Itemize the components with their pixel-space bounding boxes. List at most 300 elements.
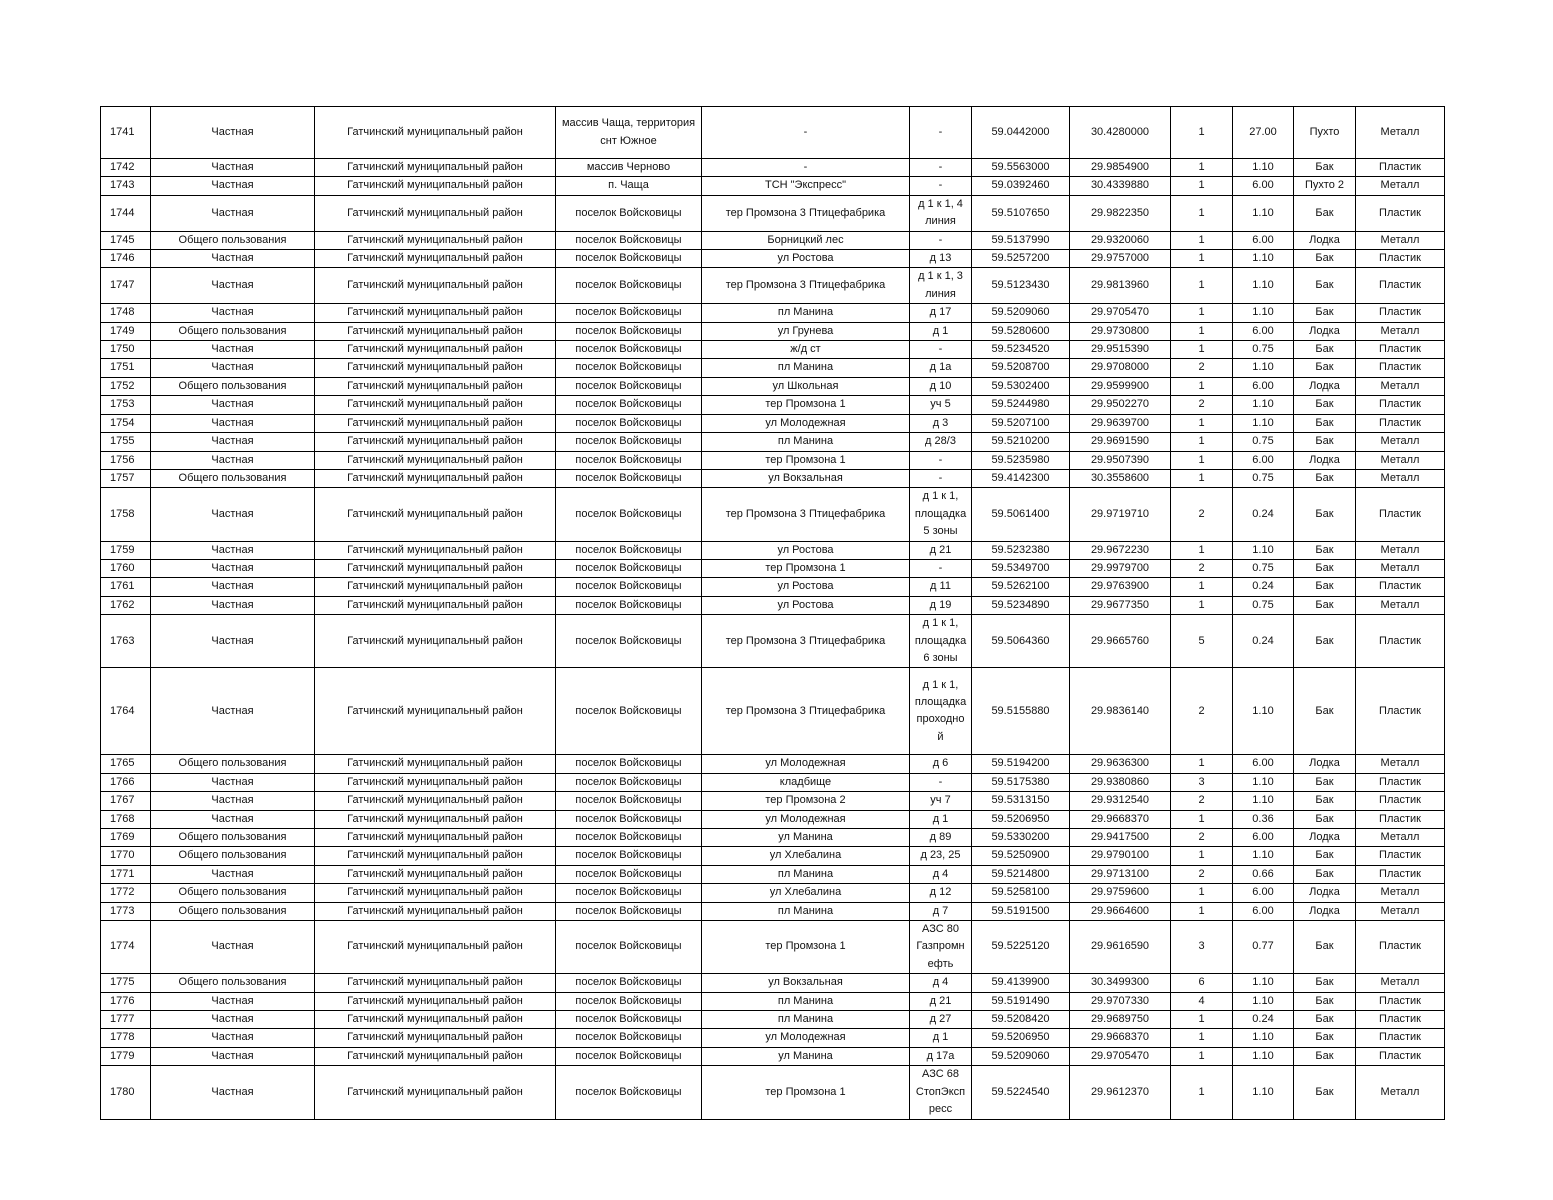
row-number-cell: 1762 xyxy=(101,596,151,614)
settlement-cell: поселок Войсковицы xyxy=(556,884,702,902)
container-type-cell: Бак xyxy=(1294,792,1356,810)
street-cell: Борницкий лес xyxy=(702,231,910,249)
container-count-cell: 5 xyxy=(1171,615,1233,668)
material-cell: Пластик xyxy=(1356,1047,1445,1065)
table-row xyxy=(101,341,1445,359)
row-number-cell: 1742 xyxy=(101,159,151,177)
district-cell: Гатчинский муниципальный район xyxy=(315,304,556,322)
ownership-cell: Общего пользования xyxy=(151,377,315,395)
table-row xyxy=(101,992,1445,1010)
ownership-cell: Общего пользования xyxy=(151,829,315,847)
volume-cell: 6.00 xyxy=(1233,377,1294,395)
volume-cell: 1.10 xyxy=(1233,414,1294,432)
table-row xyxy=(101,668,1445,755)
longitude-cell: 29.9502270 xyxy=(1070,396,1171,414)
row-number-cell: 1754 xyxy=(101,414,151,432)
longitude-cell: 30.4339880 xyxy=(1070,177,1171,195)
latitude-cell: 59.5175380 xyxy=(972,773,1070,791)
table-row xyxy=(101,1047,1445,1065)
house-cell: д 3 xyxy=(910,414,972,432)
row-number-cell: 1770 xyxy=(101,847,151,865)
material-cell: Металл xyxy=(1356,559,1445,577)
longitude-cell: 29.9713100 xyxy=(1070,865,1171,883)
house-cell: - xyxy=(910,159,972,177)
latitude-cell: 59.5194200 xyxy=(972,755,1070,773)
row-number-cell: 1744 xyxy=(101,195,151,231)
latitude-cell: 59.5244980 xyxy=(972,396,1070,414)
volume-cell: 1.10 xyxy=(1233,974,1294,992)
district-cell: Гатчинский муниципальный район xyxy=(315,1066,556,1119)
house-cell: д 1 к 1, площадка проходно й xyxy=(910,668,972,755)
house-cell: д 19 xyxy=(910,596,972,614)
row-number-cell: 1765 xyxy=(101,755,151,773)
table-row xyxy=(101,792,1445,810)
material-cell: Пластик xyxy=(1356,668,1445,755)
container-type-cell: Бак xyxy=(1294,773,1356,791)
material-cell: Пластик xyxy=(1356,847,1445,865)
material-cell: Металл xyxy=(1356,231,1445,249)
house-cell: - xyxy=(910,559,972,577)
material-cell: Пластик xyxy=(1356,1011,1445,1029)
material-cell: Металл xyxy=(1356,177,1445,195)
settlement-cell: поселок Войсковицы xyxy=(556,195,702,231)
container-count-cell: 2 xyxy=(1171,792,1233,810)
volume-cell: 0.24 xyxy=(1233,578,1294,596)
district-cell: Гатчинский муниципальный район xyxy=(315,884,556,902)
latitude-cell: 59.4142300 xyxy=(972,469,1070,487)
latitude-cell: 59.5349700 xyxy=(972,559,1070,577)
street-cell: ул Грунева xyxy=(702,322,910,340)
material-cell: Металл xyxy=(1356,322,1445,340)
volume-cell: 0.75 xyxy=(1233,341,1294,359)
ownership-cell: Частная xyxy=(151,250,315,268)
street-cell: ул Хлебалина xyxy=(702,884,910,902)
container-count-cell: 4 xyxy=(1171,992,1233,1010)
container-count-cell: 1 xyxy=(1171,1011,1233,1029)
latitude-cell: 59.5262100 xyxy=(972,578,1070,596)
longitude-cell: 30.3558600 xyxy=(1070,469,1171,487)
ownership-cell: Частная xyxy=(151,773,315,791)
street-cell: ул Ростова xyxy=(702,596,910,614)
volume-cell: 0.77 xyxy=(1233,921,1294,974)
street-cell: тер Промзона 1 xyxy=(702,921,910,974)
container-type-cell: Бак xyxy=(1294,341,1356,359)
house-cell: д 89 xyxy=(910,829,972,847)
table-row xyxy=(101,596,1445,614)
street-cell: ТСН "Экспресс" xyxy=(702,177,910,195)
street-cell: ул Молодежная xyxy=(702,755,910,773)
container-count-cell: 1 xyxy=(1171,755,1233,773)
row-number-cell: 1778 xyxy=(101,1029,151,1047)
settlement-cell: поселок Войсковицы xyxy=(556,810,702,828)
latitude-cell: 59.5225120 xyxy=(972,921,1070,974)
material-cell: Пластик xyxy=(1356,359,1445,377)
row-number-cell: 1761 xyxy=(101,578,151,596)
table-row xyxy=(101,159,1445,177)
row-number-cell: 1769 xyxy=(101,829,151,847)
table-row xyxy=(101,177,1445,195)
ownership-cell: Частная xyxy=(151,1011,315,1029)
material-cell: Пластик xyxy=(1356,250,1445,268)
container-type-cell: Бак xyxy=(1294,250,1356,268)
district-cell: Гатчинский муниципальный район xyxy=(315,773,556,791)
district-cell: Гатчинский муниципальный район xyxy=(315,810,556,828)
row-number-cell: 1767 xyxy=(101,792,151,810)
container-count-cell: 1 xyxy=(1171,847,1233,865)
settlement-cell: поселок Войсковицы xyxy=(556,541,702,559)
street-cell: тер Промзона 3 Птицефабрика xyxy=(702,488,910,541)
row-number-cell: 1779 xyxy=(101,1047,151,1065)
table-row xyxy=(101,377,1445,395)
district-cell: Гатчинский муниципальный район xyxy=(315,433,556,451)
volume-cell: 0.36 xyxy=(1233,810,1294,828)
longitude-cell: 29.9599900 xyxy=(1070,377,1171,395)
volume-cell: 6.00 xyxy=(1233,231,1294,249)
container-count-cell: 1 xyxy=(1171,159,1233,177)
volume-cell: 0.24 xyxy=(1233,488,1294,541)
row-number-cell: 1752 xyxy=(101,377,151,395)
district-cell: Гатчинский муниципальный район xyxy=(315,596,556,614)
ownership-cell: Частная xyxy=(151,451,315,469)
container-count-cell: 1 xyxy=(1171,433,1233,451)
latitude-cell: 59.5210200 xyxy=(972,433,1070,451)
district-cell: Гатчинский муниципальный район xyxy=(315,1011,556,1029)
volume-cell: 1.10 xyxy=(1233,847,1294,865)
district-cell: Гатчинский муниципальный район xyxy=(315,469,556,487)
ownership-cell: Частная xyxy=(151,1029,315,1047)
longitude-cell: 29.9320060 xyxy=(1070,231,1171,249)
table-row xyxy=(101,773,1445,791)
row-number-cell: 1741 xyxy=(101,107,151,159)
longitude-cell: 29.9689750 xyxy=(1070,1011,1171,1029)
longitude-cell: 29.9668370 xyxy=(1070,1029,1171,1047)
container-count-cell: 1 xyxy=(1171,268,1233,304)
ownership-cell: Общего пользования xyxy=(151,755,315,773)
container-type-cell: Бак xyxy=(1294,974,1356,992)
ownership-cell: Общего пользования xyxy=(151,884,315,902)
house-cell: д 1 xyxy=(910,1029,972,1047)
container-type-cell: Лодка xyxy=(1294,884,1356,902)
settlement-cell: поселок Войсковицы xyxy=(556,902,702,920)
volume-cell: 6.00 xyxy=(1233,755,1294,773)
volume-cell: 6.00 xyxy=(1233,177,1294,195)
street-cell: пл Манина xyxy=(702,1011,910,1029)
longitude-cell: 29.9677350 xyxy=(1070,596,1171,614)
table-row xyxy=(101,865,1445,883)
container-type-cell: Лодка xyxy=(1294,451,1356,469)
ownership-cell: Частная xyxy=(151,559,315,577)
house-cell: д 23, 25 xyxy=(910,847,972,865)
house-cell: уч 7 xyxy=(910,792,972,810)
street-cell: ул Школьная xyxy=(702,377,910,395)
container-type-cell: Бак xyxy=(1294,268,1356,304)
settlement-cell: поселок Войсковицы xyxy=(556,755,702,773)
longitude-cell: 29.9417500 xyxy=(1070,829,1171,847)
volume-cell: 1.10 xyxy=(1233,268,1294,304)
street-cell: тер Промзона 1 xyxy=(702,1066,910,1119)
row-number-cell: 1751 xyxy=(101,359,151,377)
material-cell: Пластик xyxy=(1356,304,1445,322)
container-type-cell: Пухто xyxy=(1294,107,1356,159)
house-cell: д 4 xyxy=(910,974,972,992)
container-count-cell: 1 xyxy=(1171,322,1233,340)
latitude-cell: 59.5235980 xyxy=(972,451,1070,469)
table-row xyxy=(101,884,1445,902)
material-cell: Пластик xyxy=(1356,921,1445,974)
material-cell: Металл xyxy=(1356,541,1445,559)
table-row xyxy=(101,322,1445,340)
table-body xyxy=(101,107,1445,1120)
container-count-cell: 1 xyxy=(1171,177,1233,195)
street-cell: тер Промзона 1 xyxy=(702,396,910,414)
street-cell: тер Промзона 1 xyxy=(702,451,910,469)
container-count-cell: 1 xyxy=(1171,578,1233,596)
material-cell: Пластик xyxy=(1356,810,1445,828)
street-cell: тер Промзона 3 Птицефабрика xyxy=(702,615,910,668)
longitude-cell: 29.9854900 xyxy=(1070,159,1171,177)
latitude-cell: 59.5258100 xyxy=(972,884,1070,902)
container-type-cell: Бак xyxy=(1294,433,1356,451)
street-cell: кладбище xyxy=(702,773,910,791)
ownership-cell: Частная xyxy=(151,359,315,377)
longitude-cell: 29.9763900 xyxy=(1070,578,1171,596)
house-cell: д 1 xyxy=(910,322,972,340)
container-type-cell: Лодка xyxy=(1294,902,1356,920)
material-cell: Металл xyxy=(1356,755,1445,773)
street-cell: ул Молодежная xyxy=(702,414,910,432)
container-type-cell: Бак xyxy=(1294,596,1356,614)
container-count-cell: 1 xyxy=(1171,596,1233,614)
district-cell: Гатчинский муниципальный район xyxy=(315,668,556,755)
street-cell: ул Вокзальная xyxy=(702,469,910,487)
settlement-cell: поселок Войсковицы xyxy=(556,668,702,755)
street-cell: пл Манина xyxy=(702,902,910,920)
district-cell: Гатчинский муниципальный район xyxy=(315,359,556,377)
street-cell: тер Промзона 3 Птицефабрика xyxy=(702,268,910,304)
table-row xyxy=(101,195,1445,231)
table-row xyxy=(101,250,1445,268)
district-cell: Гатчинский муниципальный район xyxy=(315,250,556,268)
ownership-cell: Частная xyxy=(151,433,315,451)
material-cell: Металл xyxy=(1356,433,1445,451)
row-number-cell: 1775 xyxy=(101,974,151,992)
longitude-cell: 29.9707330 xyxy=(1070,992,1171,1010)
settlement-cell: п. Чаща xyxy=(556,177,702,195)
container-count-cell: 2 xyxy=(1171,829,1233,847)
volume-cell: 1.10 xyxy=(1233,992,1294,1010)
ownership-cell: Частная xyxy=(151,578,315,596)
settlement-cell: поселок Войсковицы xyxy=(556,341,702,359)
ownership-cell: Общего пользования xyxy=(151,231,315,249)
latitude-cell: 59.4139900 xyxy=(972,974,1070,992)
street-cell: ул Хлебалина xyxy=(702,847,910,865)
settlement-cell: поселок Войсковицы xyxy=(556,829,702,847)
house-cell: д 12 xyxy=(910,884,972,902)
longitude-cell: 29.9665760 xyxy=(1070,615,1171,668)
material-cell: Металл xyxy=(1356,469,1445,487)
district-cell: Гатчинский муниципальный район xyxy=(315,396,556,414)
latitude-cell: 59.5191500 xyxy=(972,902,1070,920)
settlement-cell: поселок Войсковицы xyxy=(556,792,702,810)
settlement-cell: поселок Войсковицы xyxy=(556,865,702,883)
volume-cell: 1.10 xyxy=(1233,159,1294,177)
settlement-cell: поселок Войсковицы xyxy=(556,596,702,614)
street-cell: тер Промзона 1 xyxy=(702,559,910,577)
latitude-cell: 59.5123430 xyxy=(972,268,1070,304)
container-type-cell: Пухто 2 xyxy=(1294,177,1356,195)
volume-cell: 1.10 xyxy=(1233,396,1294,414)
container-type-cell: Лодка xyxy=(1294,231,1356,249)
container-count-cell: 1 xyxy=(1171,469,1233,487)
volume-cell: 0.75 xyxy=(1233,559,1294,577)
table-row xyxy=(101,578,1445,596)
district-cell: Гатчинский муниципальный район xyxy=(315,231,556,249)
house-cell: АЗС 68 СтопЭксп ресс xyxy=(910,1066,972,1119)
ownership-cell: Частная xyxy=(151,596,315,614)
table-row xyxy=(101,107,1445,159)
settlement-cell: поселок Войсковицы xyxy=(556,396,702,414)
settlement-cell: поселок Войсковицы xyxy=(556,377,702,395)
settlement-cell: поселок Войсковицы xyxy=(556,451,702,469)
container-type-cell: Бак xyxy=(1294,1066,1356,1119)
street-cell: тер Промзона 2 xyxy=(702,792,910,810)
row-number-cell: 1768 xyxy=(101,810,151,828)
volume-cell: 6.00 xyxy=(1233,829,1294,847)
latitude-cell: 59.5330200 xyxy=(972,829,1070,847)
street-cell: ул Ростова xyxy=(702,578,910,596)
settlement-cell: поселок Войсковицы xyxy=(556,1047,702,1065)
ownership-cell: Частная xyxy=(151,268,315,304)
container-count-cell: 2 xyxy=(1171,396,1233,414)
district-cell: Гатчинский муниципальный район xyxy=(315,451,556,469)
settlement-cell: поселок Войсковицы xyxy=(556,921,702,974)
longitude-cell: 29.9708000 xyxy=(1070,359,1171,377)
material-cell: Пластик xyxy=(1356,488,1445,541)
material-cell: Пластик xyxy=(1356,865,1445,883)
table-row xyxy=(101,921,1445,974)
latitude-cell: 59.5155880 xyxy=(972,668,1070,755)
container-count-cell: 1 xyxy=(1171,414,1233,432)
container-type-cell: Бак xyxy=(1294,414,1356,432)
longitude-cell: 30.4280000 xyxy=(1070,107,1171,159)
ownership-cell: Частная xyxy=(151,1047,315,1065)
district-cell: Гатчинский муниципальный район xyxy=(315,921,556,974)
settlement-cell: поселок Войсковицы xyxy=(556,268,702,304)
ownership-cell: Частная xyxy=(151,668,315,755)
container-type-cell: Бак xyxy=(1294,810,1356,828)
settlement-cell: поселок Войсковицы xyxy=(556,359,702,377)
container-type-cell: Бак xyxy=(1294,159,1356,177)
volume-cell: 6.00 xyxy=(1233,322,1294,340)
container-count-cell: 1 xyxy=(1171,304,1233,322)
material-cell: Металл xyxy=(1356,884,1445,902)
ownership-cell: Частная xyxy=(151,396,315,414)
table-row xyxy=(101,469,1445,487)
material-cell: Металл xyxy=(1356,829,1445,847)
row-number-cell: 1745 xyxy=(101,231,151,249)
container-count-cell: 1 xyxy=(1171,1029,1233,1047)
street-cell: ул Молодежная xyxy=(702,810,910,828)
longitude-cell: 29.9836140 xyxy=(1070,668,1171,755)
material-cell: Пластик xyxy=(1356,341,1445,359)
settlement-cell: массив Чаща, территория снт Южное xyxy=(556,107,702,159)
street-cell: ул Манина xyxy=(702,1047,910,1065)
settlement-cell: поселок Войсковицы xyxy=(556,974,702,992)
house-cell: д 1 к 1, площадка 5 зоны xyxy=(910,488,972,541)
row-number-cell: 1776 xyxy=(101,992,151,1010)
longitude-cell: 29.9612370 xyxy=(1070,1066,1171,1119)
settlement-cell: поселок Войсковицы xyxy=(556,414,702,432)
material-cell: Металл xyxy=(1356,902,1445,920)
container-type-cell: Лодка xyxy=(1294,829,1356,847)
container-count-cell: 1 xyxy=(1171,884,1233,902)
container-count-cell: 2 xyxy=(1171,488,1233,541)
table-row xyxy=(101,451,1445,469)
container-type-cell: Бак xyxy=(1294,195,1356,231)
district-cell: Гатчинский муниципальный район xyxy=(315,1047,556,1065)
latitude-cell: 59.0392460 xyxy=(972,177,1070,195)
house-cell: АЗС 80 Газпромн ефть xyxy=(910,921,972,974)
settlement-cell: поселок Войсковицы xyxy=(556,1011,702,1029)
house-cell: д 17а xyxy=(910,1047,972,1065)
volume-cell: 1.10 xyxy=(1233,541,1294,559)
house-cell: - xyxy=(910,107,972,159)
street-cell: пл Манина xyxy=(702,865,910,883)
container-count-cell: 1 xyxy=(1171,231,1233,249)
material-cell: Металл xyxy=(1356,1066,1445,1119)
district-cell: Гатчинский муниципальный район xyxy=(315,377,556,395)
longitude-cell: 29.9636300 xyxy=(1070,755,1171,773)
table-row xyxy=(101,1066,1445,1119)
latitude-cell: 59.5280600 xyxy=(972,322,1070,340)
longitude-cell: 29.9759600 xyxy=(1070,884,1171,902)
street-cell: ул Молодежная xyxy=(702,1029,910,1047)
street-cell: пл Манина xyxy=(702,304,910,322)
latitude-cell: 59.5208700 xyxy=(972,359,1070,377)
house-cell: д 1а xyxy=(910,359,972,377)
settlement-cell: поселок Войсковицы xyxy=(556,559,702,577)
latitude-cell: 59.5209060 xyxy=(972,1047,1070,1065)
house-cell: д 1 к 1, 4 линия xyxy=(910,195,972,231)
settlement-cell: поселок Войсковицы xyxy=(556,322,702,340)
volume-cell: 27.00 xyxy=(1233,107,1294,159)
container-type-cell: Бак xyxy=(1294,304,1356,322)
district-cell: Гатчинский муниципальный район xyxy=(315,792,556,810)
house-cell: д 13 xyxy=(910,250,972,268)
row-number-cell: 1773 xyxy=(101,902,151,920)
house-cell: д 6 xyxy=(910,755,972,773)
district-cell: Гатчинский муниципальный район xyxy=(315,992,556,1010)
ownership-cell: Частная xyxy=(151,414,315,432)
table-row xyxy=(101,359,1445,377)
street-cell: пл Манина xyxy=(702,359,910,377)
latitude-cell: 59.5208420 xyxy=(972,1011,1070,1029)
district-cell: Гатчинский муниципальный район xyxy=(315,322,556,340)
district-cell: Гатчинский муниципальный район xyxy=(315,847,556,865)
row-number-cell: 1759 xyxy=(101,541,151,559)
longitude-cell: 29.9507390 xyxy=(1070,451,1171,469)
container-count-cell: 1 xyxy=(1171,250,1233,268)
latitude-cell: 59.5107650 xyxy=(972,195,1070,231)
material-cell: Металл xyxy=(1356,107,1445,159)
latitude-cell: 59.5209060 xyxy=(972,304,1070,322)
settlement-cell: поселок Войсковицы xyxy=(556,469,702,487)
settlement-cell: поселок Войсковицы xyxy=(556,615,702,668)
latitude-cell: 59.0442000 xyxy=(972,107,1070,159)
ownership-cell: Частная xyxy=(151,159,315,177)
container-type-cell: Бак xyxy=(1294,488,1356,541)
ownership-cell: Общего пользования xyxy=(151,847,315,865)
